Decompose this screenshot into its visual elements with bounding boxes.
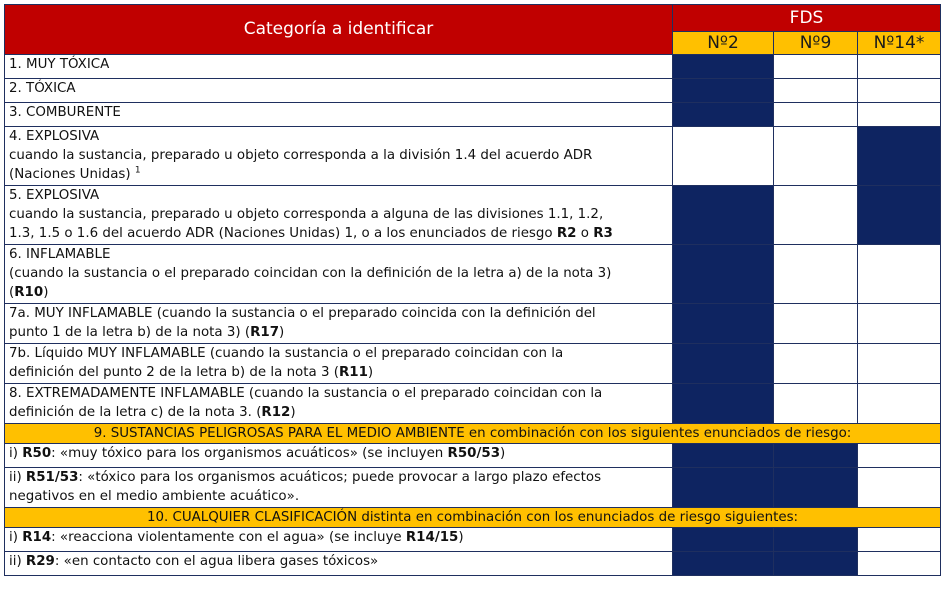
text-segment: i) bbox=[9, 530, 23, 545]
text-segment: 8. EXTREMADAMENTE INFLAMABLE (cuando la sustancia o el preparado coincidan con la bbox=[9, 386, 603, 401]
category-cell bbox=[5, 55, 673, 79]
text-segment: ) bbox=[458, 530, 464, 545]
risk-code: R50 bbox=[22, 446, 52, 461]
text-segment: ) bbox=[500, 446, 506, 461]
text-segment: 2. TÓXICA bbox=[9, 81, 76, 96]
table-body bbox=[5, 55, 941, 576]
empty-cell-n14 bbox=[858, 55, 941, 79]
fds-header: FDS bbox=[673, 5, 941, 32]
marked-cell-n9 bbox=[774, 444, 858, 468]
table-row bbox=[5, 186, 941, 245]
category-cell bbox=[5, 79, 673, 103]
text-segment: ) bbox=[367, 365, 374, 380]
empty-cell-n9 bbox=[774, 103, 858, 127]
text-line bbox=[9, 363, 668, 382]
text-line bbox=[9, 146, 668, 165]
fds-classification-table bbox=[4, 4, 941, 576]
marked-cell-n9 bbox=[774, 528, 858, 552]
text-line bbox=[9, 323, 668, 342]
text-line bbox=[9, 528, 668, 547]
marked-cell-n2 bbox=[673, 384, 774, 424]
text-segment: ) bbox=[290, 405, 296, 420]
category-header: Categoría a identificar bbox=[5, 5, 673, 55]
text-line bbox=[9, 403, 668, 422]
text-segment: 1. MUY TÓXICA bbox=[9, 57, 110, 72]
risk-code: R14/15 bbox=[405, 530, 459, 545]
text-segment: 1.3, 1.5 o 1.6 del acuerdo ADR (Naciones Unidas) 1, o a los enunciados de riesgo bbox=[9, 226, 557, 241]
risk-code: R29 bbox=[25, 554, 55, 569]
text-segment: 10. CUALQUIER CLASIFICACIÓN distinta en combinación con los enunciados de riesgo siguientes: bbox=[146, 510, 799, 525]
text-line bbox=[9, 384, 668, 403]
marked-cell-n14 bbox=[858, 186, 941, 245]
text-segment: 7a. MUY INFLAMABLE (cuando la sustancia o el preparado coincida con la definición del bbox=[9, 306, 596, 321]
table-row bbox=[5, 552, 941, 576]
text-segment: (cuando la sustancia o el preparado coincidan con la definición de la letra a) de la nota 3) bbox=[9, 266, 612, 281]
marked-cell-n2 bbox=[673, 79, 774, 103]
table-row bbox=[5, 444, 941, 468]
category-cell bbox=[5, 552, 673, 576]
risk-code: R17 bbox=[250, 325, 280, 340]
text-line bbox=[9, 79, 668, 98]
category-cell bbox=[5, 186, 673, 245]
text-segment: ( bbox=[9, 285, 15, 300]
empty-cell-n14 bbox=[858, 79, 941, 103]
marked-cell-n14 bbox=[858, 127, 941, 186]
risk-code: R3 bbox=[593, 226, 613, 241]
text-line bbox=[9, 245, 668, 264]
text-segment: ii) bbox=[9, 554, 26, 569]
footnote-ref: 1 bbox=[134, 165, 141, 176]
column-header-n14: Nº14* bbox=[858, 32, 941, 55]
text-line bbox=[9, 468, 668, 487]
text-segment: 5. EXPLOSIVA bbox=[9, 188, 100, 203]
text-segment: 7b. Líquido MUY INFLAMABLE (cuando la sustancia o el preparado coincidan con la bbox=[9, 346, 564, 361]
empty-cell-n14 bbox=[858, 245, 941, 304]
category-cell bbox=[5, 103, 673, 127]
marked-cell-n2 bbox=[673, 344, 774, 384]
risk-code: R50/53 bbox=[447, 446, 501, 461]
text-segment: : «reacciona violentamente con el agua» (se incluye bbox=[51, 530, 406, 545]
marked-cell-n2 bbox=[673, 552, 774, 576]
table-row bbox=[5, 79, 941, 103]
empty-cell-n9 bbox=[774, 79, 858, 103]
text-segment: punto 1 de la letra b) de la nota 3) ( bbox=[9, 325, 251, 340]
text-segment: cuando la sustancia, preparado u objeto corresponda a la división 1.4 del acuerdo ADR bbox=[9, 148, 593, 163]
fds-classification-table-wrapper bbox=[4, 4, 940, 576]
table-row bbox=[5, 384, 941, 424]
empty-cell-n14 bbox=[858, 344, 941, 384]
empty-cell-n9 bbox=[774, 245, 858, 304]
section-title bbox=[5, 508, 941, 528]
category-cell bbox=[5, 444, 673, 468]
table-row bbox=[5, 344, 941, 384]
marked-cell-n2 bbox=[673, 55, 774, 79]
text-line bbox=[9, 283, 668, 302]
empty-cell-n9 bbox=[774, 186, 858, 245]
category-cell bbox=[5, 468, 673, 508]
empty-cell-n9 bbox=[774, 344, 858, 384]
text-line bbox=[9, 487, 668, 506]
risk-code: R12 bbox=[261, 405, 291, 420]
text-line bbox=[9, 552, 668, 571]
section-row bbox=[5, 424, 941, 444]
text-segment: 4. EXPLOSIVA bbox=[9, 129, 100, 144]
table-row bbox=[5, 103, 941, 127]
text-segment: i) bbox=[9, 446, 23, 461]
text-line bbox=[9, 127, 668, 146]
text-segment: ) bbox=[279, 325, 285, 340]
section-title bbox=[5, 424, 941, 444]
marked-cell-n2 bbox=[673, 103, 774, 127]
text-segment: ii) bbox=[9, 470, 26, 485]
empty-cell-n14 bbox=[858, 444, 941, 468]
table-row bbox=[5, 468, 941, 508]
text-segment: cuando la sustancia, preparado u objeto corresponda a alguna de las divisiones 1.1, 1.2, bbox=[9, 207, 604, 222]
text-line bbox=[9, 264, 668, 283]
column-header-n2: Nº2 bbox=[673, 32, 774, 55]
text-segment: 3. COMBURENTE bbox=[9, 105, 121, 120]
text-segment: ) bbox=[43, 285, 49, 300]
marked-cell-n2 bbox=[673, 186, 774, 245]
text-line bbox=[9, 424, 936, 443]
category-cell bbox=[5, 304, 673, 344]
empty-cell-n14 bbox=[858, 528, 941, 552]
table-row bbox=[5, 55, 941, 79]
risk-code: R14 bbox=[22, 530, 52, 545]
text-segment: 9. SUSTANCIAS PELIGROSAS PARA EL MEDIO AMBIENTE en combinación con los siguientes enunciados de riesgo: bbox=[93, 426, 852, 441]
text-segment: definición del punto 2 de la letra b) de la nota 3 ( bbox=[9, 365, 339, 380]
empty-cell-n2 bbox=[673, 127, 774, 186]
text-segment: : «en contacto con el agua libera gases tóxicos» bbox=[54, 554, 379, 569]
text-line bbox=[9, 165, 668, 184]
empty-cell-n9 bbox=[774, 304, 858, 344]
text-segment: 6. INFLAMABLE bbox=[9, 247, 111, 262]
marked-cell-n9 bbox=[774, 552, 858, 576]
text-line bbox=[9, 444, 668, 463]
empty-cell-n9 bbox=[774, 127, 858, 186]
text-segment: (Naciones Unidas) bbox=[9, 167, 135, 182]
text-line bbox=[9, 205, 668, 224]
category-cell bbox=[5, 528, 673, 552]
marked-cell-n9 bbox=[774, 468, 858, 508]
text-line bbox=[9, 186, 668, 205]
text-segment: definición de la letra c) de la nota 3. ( bbox=[9, 405, 262, 420]
empty-cell-n14 bbox=[858, 103, 941, 127]
text-segment: : «tóxico para los organismos acuáticos; puede provocar a largo plazo efectos bbox=[78, 470, 602, 485]
text-segment: negativos en el medio ambiente acuático». bbox=[9, 489, 300, 504]
marked-cell-n2 bbox=[673, 468, 774, 508]
empty-cell-n14 bbox=[858, 384, 941, 424]
marked-cell-n2 bbox=[673, 528, 774, 552]
text-line bbox=[9, 224, 668, 243]
category-cell bbox=[5, 245, 673, 304]
empty-cell-n14 bbox=[858, 552, 941, 576]
section-row bbox=[5, 508, 941, 528]
empty-cell-n14 bbox=[858, 304, 941, 344]
category-cell bbox=[5, 127, 673, 186]
category-cell bbox=[5, 344, 673, 384]
table-row bbox=[5, 245, 941, 304]
marked-cell-n2 bbox=[673, 444, 774, 468]
text-line bbox=[9, 508, 936, 527]
text-line bbox=[9, 103, 668, 122]
column-header-n9: Nº9 bbox=[774, 32, 858, 55]
text-segment: o bbox=[576, 226, 594, 241]
marked-cell-n2 bbox=[673, 245, 774, 304]
empty-cell-n9 bbox=[774, 55, 858, 79]
category-cell bbox=[5, 384, 673, 424]
empty-cell-n9 bbox=[774, 384, 858, 424]
risk-code: R10 bbox=[14, 285, 44, 300]
text-line bbox=[9, 344, 668, 363]
risk-code: R2 bbox=[556, 226, 577, 241]
text-segment: : «muy tóxico para los organismos acuáticos» (se incluyen bbox=[51, 446, 448, 461]
table-row bbox=[5, 304, 941, 344]
table-row bbox=[5, 528, 941, 552]
marked-cell-n2 bbox=[673, 304, 774, 344]
empty-cell-n14 bbox=[858, 468, 941, 508]
text-line bbox=[9, 304, 668, 323]
table-row bbox=[5, 127, 941, 186]
risk-code: R11 bbox=[338, 365, 368, 380]
text-line bbox=[9, 55, 668, 74]
risk-code: R51/53 bbox=[25, 470, 79, 485]
